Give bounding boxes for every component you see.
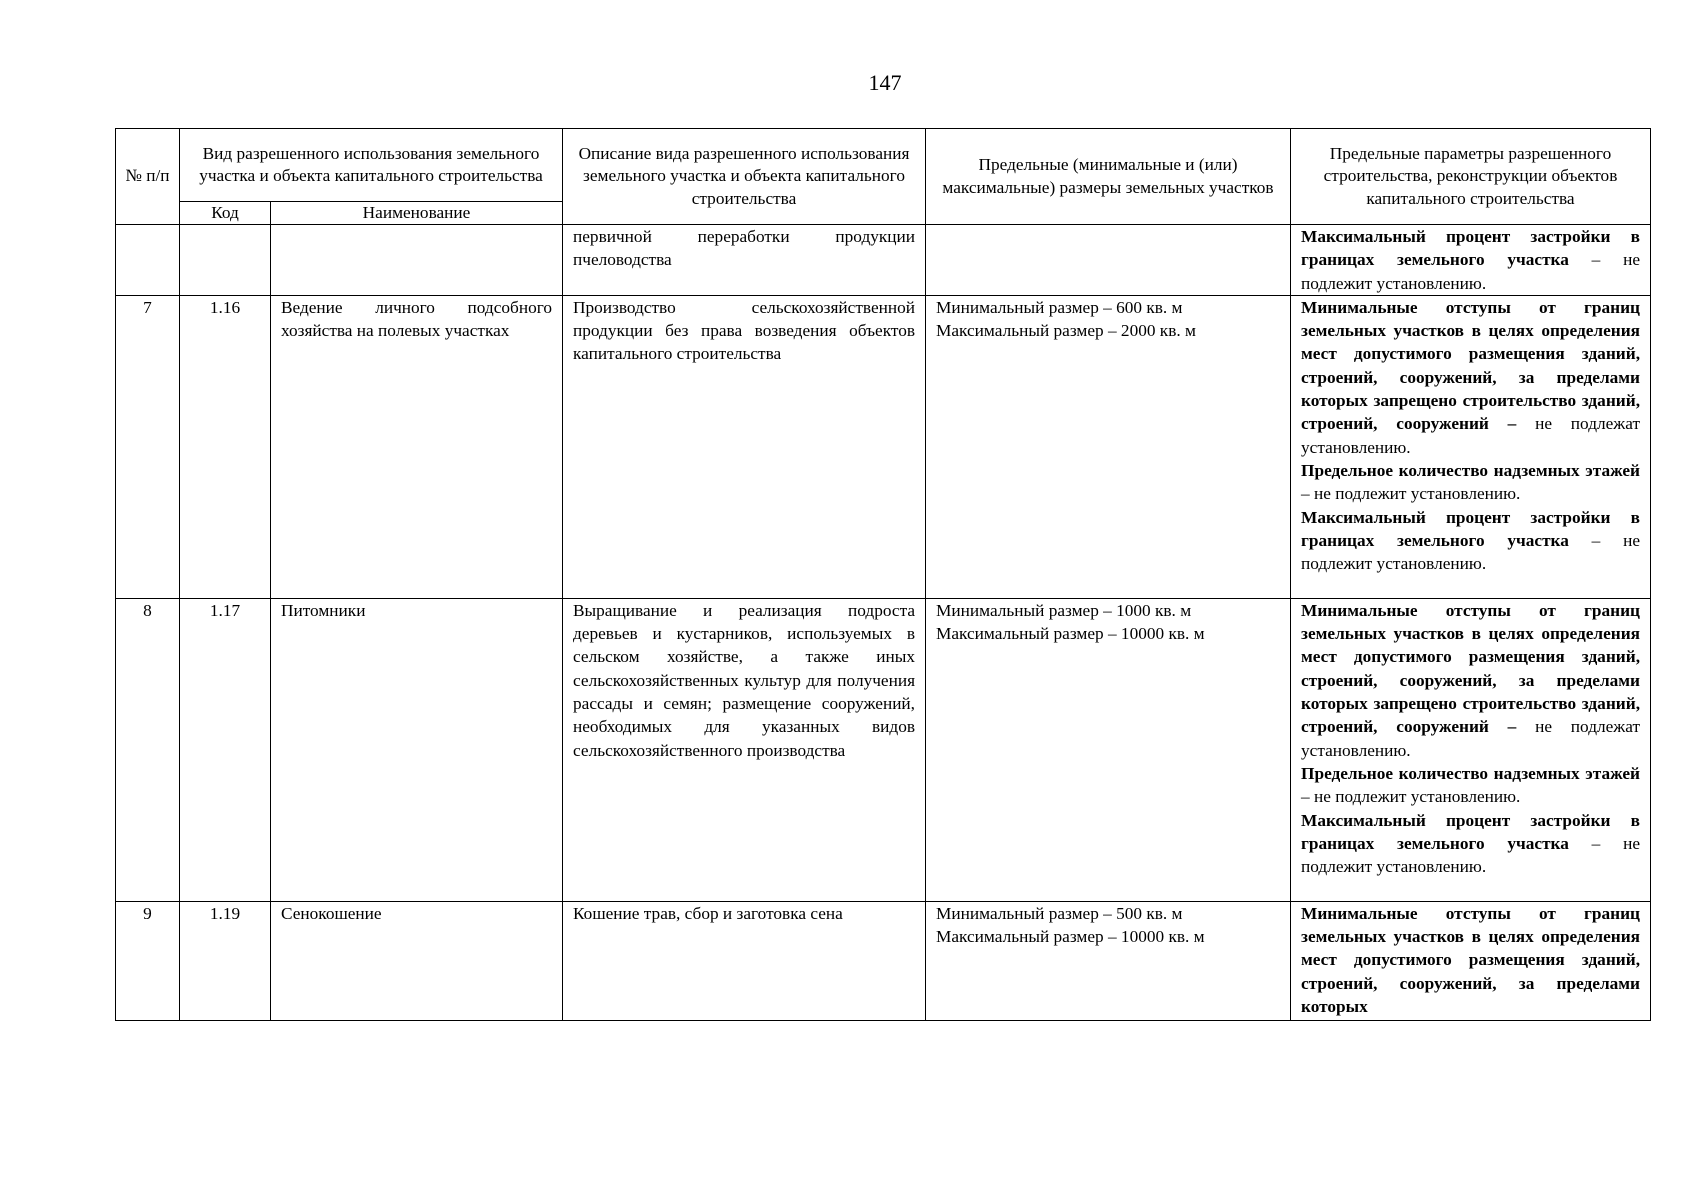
param-bold: Минимальные отступы от границ земельных участков в целях определения мест допустимого размещения зданий, строений, сооружений, за пределами которых <box>1301 903 1641 1017</box>
row-sizes <box>926 295 1291 598</box>
param-rest: – не подлежит установлению. <box>1301 833 1641 877</box>
min-size: Минимальный размер – 500 кв. м <box>936 903 1183 923</box>
row-code: 1.16 <box>180 295 271 598</box>
param-bold: Предельное количество надземных этажей <box>1301 460 1641 480</box>
row-description: первичной переработки продукции пчеловодства <box>563 225 926 296</box>
param-rest: – не подлежит установлению. <box>1301 250 1641 293</box>
param-paragraph <box>1301 762 1640 809</box>
row-sizes <box>926 598 1291 901</box>
param-bold: Минимальные отступы от границ земельных участков в целях определения мест допустимого размещения зданий, строений, сооружений, за пределами которых запрещено строительство зданий, строений, сооружений – <box>1301 297 1641 434</box>
row-num: 7 <box>116 295 180 598</box>
min-size: Минимальный размер – 1000 кв. м <box>936 600 1192 620</box>
header-num: № п/п <box>116 129 180 225</box>
row-description: Кошение трав, сбор и заготовка сена <box>563 901 926 1020</box>
max-size: Максимальный размер – 10000 кв. м <box>936 624 1205 644</box>
header-build-params: Предельные параметры разрешенного строительства, реконструкции объектов капитального строительства <box>1291 129 1651 225</box>
param-rest: – не подлежит установлению. <box>1301 530 1641 574</box>
table-row <box>116 225 1651 296</box>
param-bold: Максимальный процент застройки в границах земельного участка <box>1301 507 1641 550</box>
row-num: 8 <box>116 598 180 901</box>
header-use-type: Вид разрешенного использования земельного участка и объекта капитального строительства <box>180 129 563 202</box>
row-code: 1.17 <box>180 598 271 901</box>
max-size: Максимальный размер – 10000 кв. м <box>936 927 1205 947</box>
header-code: Код <box>180 202 271 225</box>
param-paragraph <box>1301 902 1640 1018</box>
min-size: Минимальный размер – 600 кв. м <box>936 297 1183 317</box>
header-name: Наименование <box>271 202 563 225</box>
row-description: Производство сельскохозяйственной продукции без права возведения объектов капитального строительства <box>563 295 926 598</box>
param-paragraph <box>1301 809 1640 879</box>
param-rest: – не подлежит установлению. <box>1301 484 1521 504</box>
row-sizes <box>926 225 1291 296</box>
row-params <box>1291 901 1651 1020</box>
header-description: Описание вида разрешенного использования земельного участка и объекта капитального строительства <box>563 129 926 225</box>
max-size: Максимальный размер – 2000 кв. м <box>936 321 1196 341</box>
row-description: Выращивание и реализация подроста деревьев и кустарников, используемых в сельском хозяйстве, а также иных сельскохозяйственных культур для получения рассады и семян; размещение сооружений, необходимых для указанных видов сельскохозяйственного производства <box>563 598 926 901</box>
table-row <box>116 901 1651 1020</box>
param-paragraph <box>1301 506 1640 576</box>
row-params <box>1291 295 1651 598</box>
row-params <box>1291 225 1651 296</box>
row-code: 1.19 <box>180 901 271 1020</box>
param-bold: Минимальные отступы от границ земельных участков в целях определения мест допустимого размещения зданий, строений, сооружений, за пределами которых запрещено строительство зданий, строений, сооружений – <box>1301 600 1641 737</box>
header-plot-sizes: Предельные (минимальные и (или) максимальные) размеры земельных участков <box>926 129 1291 225</box>
row-params <box>1291 598 1651 901</box>
table-row <box>116 295 1651 598</box>
row-sizes <box>926 901 1291 1020</box>
permitted-use-table <box>115 128 1651 1021</box>
param-paragraph <box>1301 296 1640 459</box>
row-name: Сенокошение <box>271 901 563 1020</box>
param-rest: не подлежат установлению. <box>1301 717 1641 760</box>
param-paragraph <box>1301 225 1640 295</box>
row-name <box>271 225 563 296</box>
param-rest: – не подлежит установлению. <box>1301 787 1521 807</box>
row-name: Ведение личного подсобного хозяйства на полевых участках <box>271 295 563 598</box>
param-bold: Максимальный процент застройки в границах земельного участка <box>1301 227 1641 270</box>
row-name: Питомники <box>271 598 563 901</box>
param-rest: не подлежат установлению. <box>1301 414 1641 457</box>
param-bold: Максимальный процент застройки в границах земельного участка <box>1301 810 1641 853</box>
row-num <box>116 225 180 296</box>
param-paragraph <box>1301 599 1640 762</box>
table-row <box>116 598 1651 901</box>
row-code <box>180 225 271 296</box>
page-number: 147 <box>868 70 902 95</box>
param-bold: Предельное количество надземных этажей <box>1301 763 1641 783</box>
param-paragraph <box>1301 459 1640 506</box>
row-num: 9 <box>116 901 180 1020</box>
